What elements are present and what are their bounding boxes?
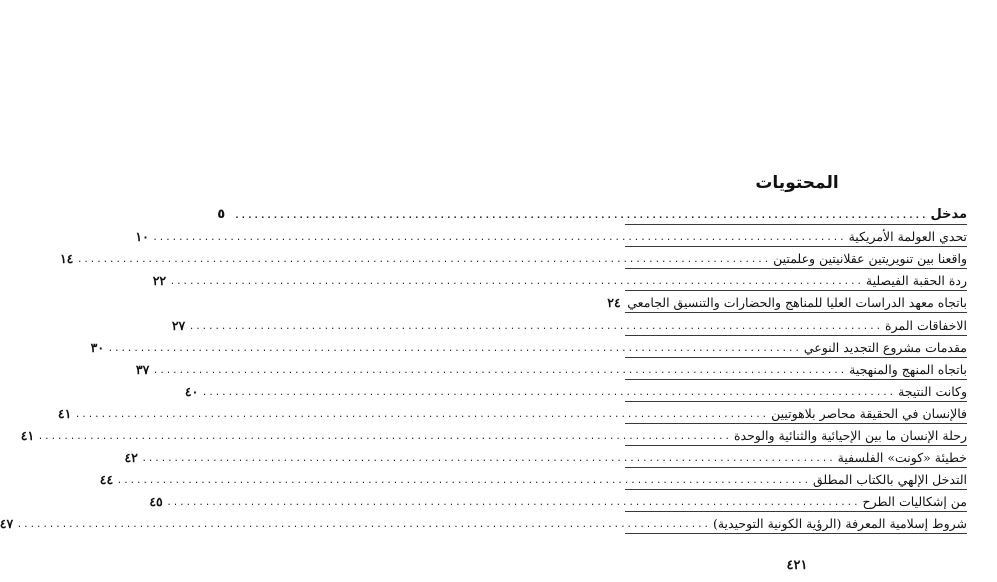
toc-entry [57, 402, 967, 424]
toc-entry-title: الاخفاقات المرة [885, 317, 967, 333]
toc-entry [607, 291, 967, 313]
toc-dot-leader: ............................................................................................................ [152, 365, 847, 376]
toc-dot-leader: ............................................................................................................ [234, 211, 928, 222]
toc-dot-leader: ............................................................................................................ [201, 387, 896, 398]
toc-entry [217, 203, 967, 225]
toc-entry-page: ٤٤ [99, 472, 114, 488]
toc-dot-leader: ............................................................................................................ [169, 277, 863, 288]
toc-dot-leader: ............................................................................................................ [16, 520, 710, 531]
toc-entry-title: فالإنسان في الحقيقة محاصر بلاهوتيين [771, 405, 967, 421]
toc-entry-page: ٤٧ [0, 516, 14, 532]
toc-entry [20, 424, 967, 446]
toc-entry-title: تحدي العولمة الأمريكية [848, 229, 967, 245]
toc-entry-page: ١٠ [135, 229, 149, 245]
toc-entry-title: من إشكاليات الطرح [862, 494, 967, 510]
toc-entry-page: ١٤ [59, 251, 74, 267]
toc-entry [171, 313, 967, 335]
toc-entry [135, 358, 967, 380]
toc-entry-page: ٣٧ [135, 361, 150, 377]
toc-dot-leader: ............................................................................................................ [116, 476, 810, 487]
toc-entry [149, 490, 967, 512]
table-of-contents [0, 203, 967, 534]
toc-dot-leader: ............................................................................................................ [74, 409, 769, 420]
toc-entry-title: التدخل الإلهي بالكتاب المطلق [813, 472, 967, 488]
toc-dot-leader: ............................................................................................................ [37, 432, 731, 443]
toc-entry-page: ٢٧ [171, 317, 186, 333]
toc-entry [0, 512, 967, 534]
toc-entry-page: ٤١ [57, 405, 72, 421]
toc-entry-title: شروط إسلامية المعرفة (الرؤية الكونية التوحيدية) [712, 516, 967, 532]
toc-entry [59, 247, 967, 269]
toc-entry-title: باتجاه المنهج والمنهجية [849, 361, 967, 377]
toc-dot-leader: ............................................................................................................ [107, 343, 801, 354]
toc-entry-title: وكانت النتيجة [898, 383, 967, 399]
toc-entry-page: ٥ [217, 207, 226, 223]
toc-dot-leader: ............................................................................................................ [188, 321, 883, 332]
toc-entry [152, 269, 967, 291]
toc-entry-title: باتجاه معهد الدراسات العليا للمناهج والحضارات والتنسيق الجامعي [627, 295, 967, 311]
toc-dot-leader: ............................................................................................................ [141, 454, 835, 465]
toc-entry-page: ٤١ [20, 428, 35, 444]
toc-dot-leader: ............................................................................................................ [166, 498, 860, 509]
toc-entry [90, 336, 967, 358]
toc-entry [135, 225, 967, 247]
toc-dot-leader: ............................................................................................................ [76, 255, 771, 266]
toc-entry-page: ٢٤ [607, 295, 621, 311]
toc-entry-page: ٤٢ [124, 450, 138, 466]
toc-dot-leader: ............................................................................................................ [152, 233, 846, 244]
page-title: المحتويات [755, 173, 839, 193]
toc-entry-title: خطيئة «كونت» الفلسفية [837, 450, 967, 466]
toc-entry [99, 468, 967, 490]
toc-entry [124, 446, 967, 468]
toc-entry-title: واقعنا بين تنويريتين عقلانيتين وعلمتين [773, 251, 967, 267]
toc-entry-page: ٤٥ [149, 494, 163, 510]
toc-entry-page: ٣٠ [90, 339, 105, 355]
toc-entry-title: مقدمات مشروع التجديد النوعي [803, 339, 967, 355]
toc-entry-page: ٤٠ [184, 383, 199, 399]
toc-entry-title: رحلة الإنسان ما بين الإحيائية والثنائية والوحدة [733, 428, 967, 444]
toc-entry-title: مدخل [930, 207, 967, 223]
toc-entry-page: ٢٢ [152, 273, 167, 289]
toc-entry-title: ردة الحقبة الفيصلية [865, 273, 967, 289]
toc-entry [184, 380, 967, 402]
page-number: ٤٢١ [786, 558, 808, 573]
